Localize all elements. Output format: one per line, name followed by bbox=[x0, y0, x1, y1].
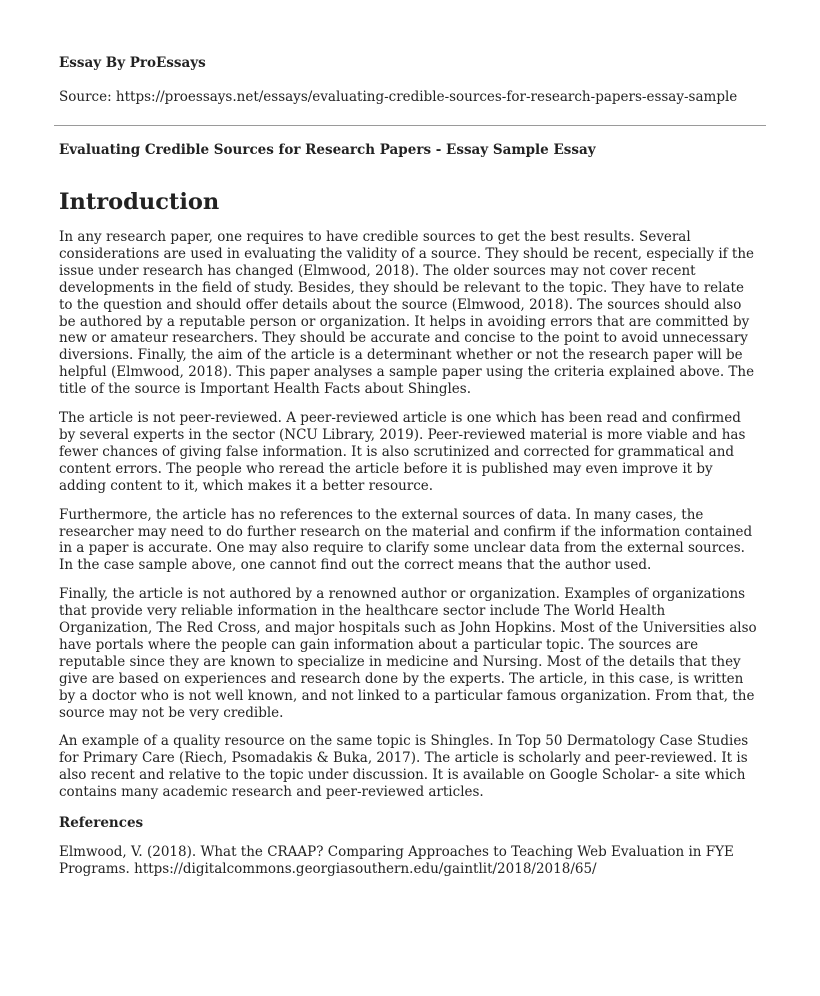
references-heading: References bbox=[59, 815, 144, 832]
paragraph-2: The article is not peer-reviewed. A peer-reviewed article is one which has been read and confirmed by several experts in the sector (NCU Library, 2019). Peer-reviewed material is more viable and has fewer chances of giving false information. It is also scrutinized and corrected for grammatical and content errors. The people who reread the article before it is published may even improve it by adding content to it, which makes it a better resource. bbox=[59, 410, 746, 494]
paragraph-3: Furthermore, the article has no references to the external sources of data. In many cases, the researcher may need to do further research on the material and confirm if the information contained in a paper is accurate. One may also require to clarify some unclear data from the external sources. In the case sample above, one cannot find out the correct means that the author used. bbox=[59, 506, 753, 574]
paragraph-4: Finally, the article is not authored by a renowned author or organization. Examples of organizations that provide very reliable information in the healthcare sector include The World Health Organization, The Red Cross, and major hospitals such as John Hopkins. Most of the Universities also have portals where the people can gain information about a particular topic. The sources are reputable since they are known to specialize in medicine and Nursing. Most of the details that they give are based on experiences and research done by the experts. The article, in this case, is written by a doctor who is not well known, and not linked to a particular famous organization. From that, the source may not be very credible. bbox=[59, 586, 757, 721]
paragraph-1: In any research paper, one requires to have credible sources to get the best results. Several considerations are used in evaluating the validity of a source. They should be recent, especially if the issue under research has changed (Elmwood, 2018). The older sources may not cover recent developments in the field of study. Besides, they should be relevant to the topic. They have to relate to the question and should offer details about the source (Elmwood, 2018). The sources should also be authored by a reputable person or organization. It helps in avoiding errors that are committed by new or amateur researchers. They should be accurate and concise to the point to avoid unnecessary diversions. Finally, the aim of the article is a determinant whether or not the research paper will be helpful (Elmwood, 2018). This paper analyses a sample paper using the criteria explained above. The title of the source is Important Health Facts about Shingles. bbox=[59, 229, 755, 398]
section-heading-introduction: Introduction bbox=[59, 189, 220, 215]
document-title: Evaluating Credible Sources for Research Papers - Essay Sample Essay bbox=[59, 142, 596, 158]
essay-source: Source: https://proessays.net/essays/evaluating-credible-sources-for-research-papers-essay-sample bbox=[59, 89, 738, 105]
reference-item: Elmwood, V. (2018). What the CRAAP? Comparing Approaches to Teaching Web Evaluation in FYE Programs. https://digitalcommons.georgiasouthern.edu/gaintlit/2018/2018/65/ bbox=[59, 844, 734, 877]
essay-byline: Essay By ProEssays bbox=[59, 55, 206, 71]
paragraph-5: An example of a quality resource on the same topic is Shingles. In Top 50 Dermatology Case Studies for Primary Care (Riech, Psomadakis & Buka, 2017). The article is scholarly and peer-reviewed. It is also recent and relative to the topic under discussion. It is available on Google Scholar- a site which contains many academic research and peer-reviewed articles. bbox=[59, 733, 749, 801]
header-divider bbox=[54, 125, 766, 126]
